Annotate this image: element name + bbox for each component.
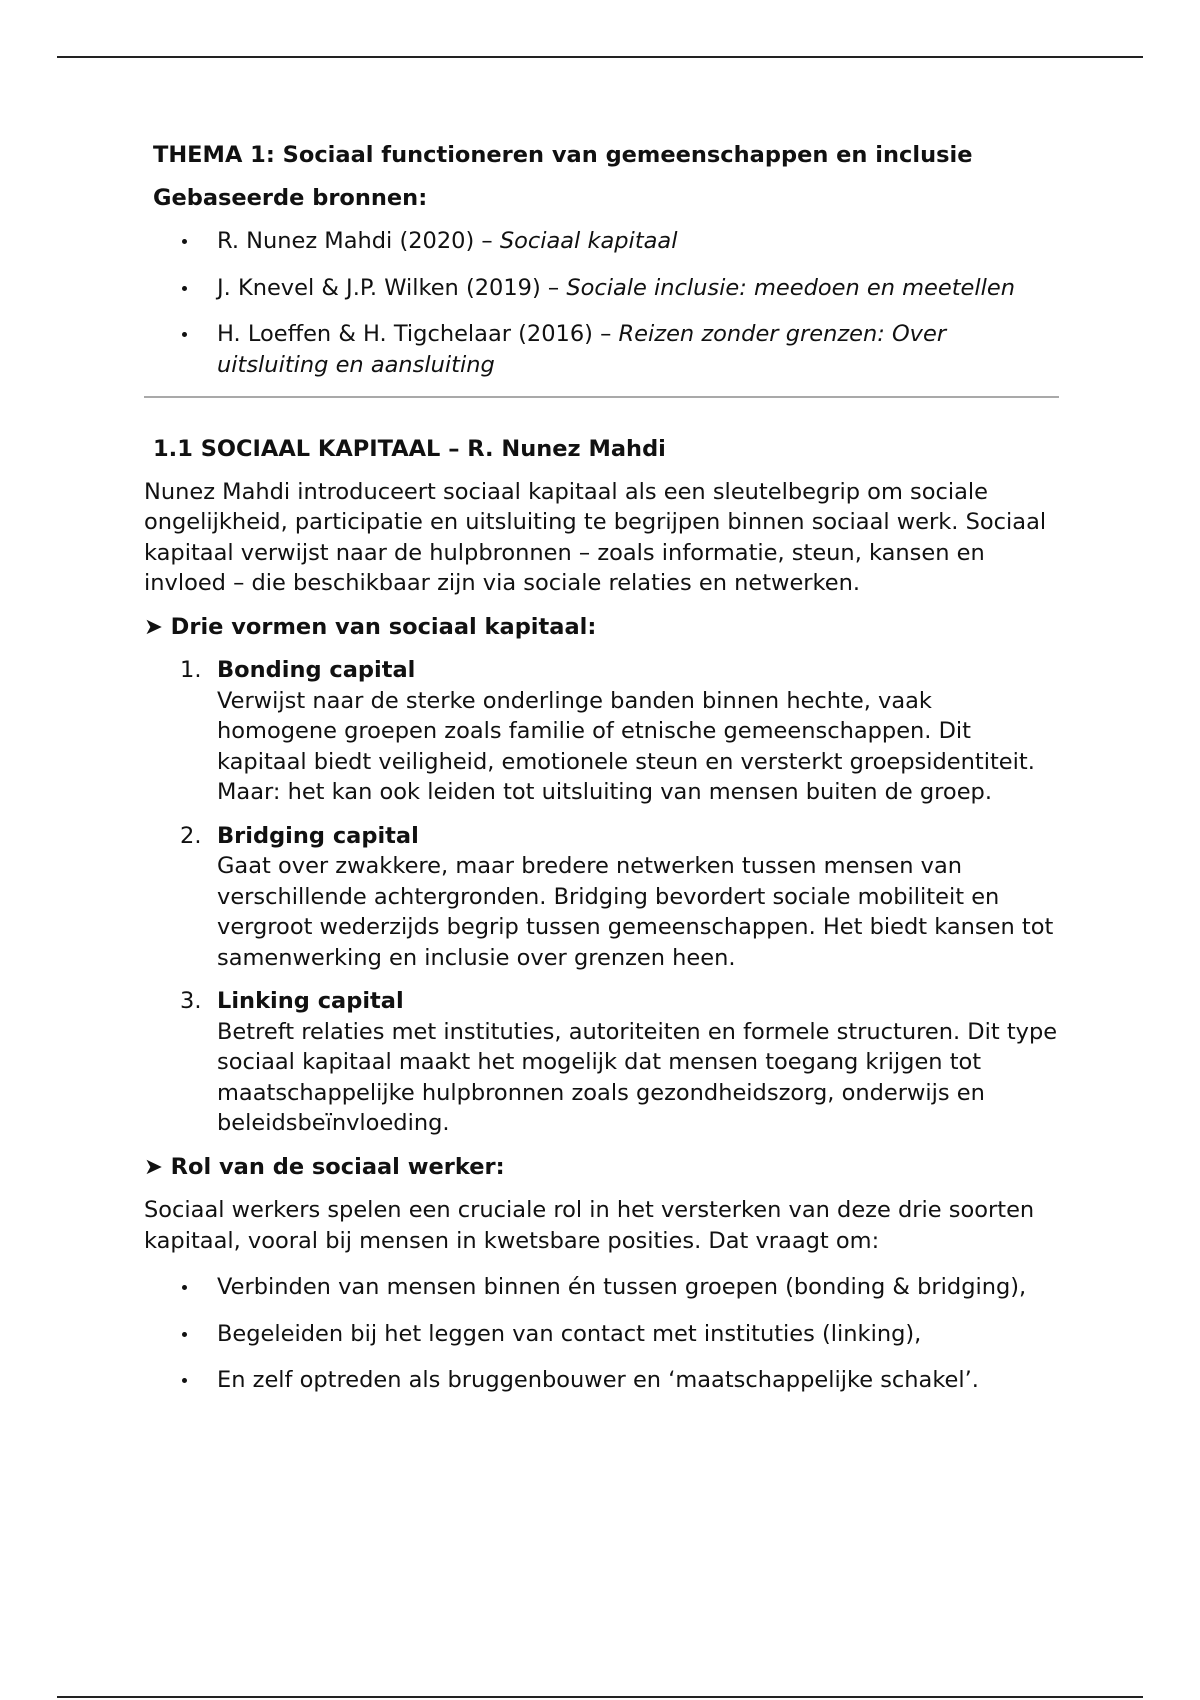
list-item	[144, 821, 1059, 974]
list-item	[144, 273, 1059, 304]
source-author: R. Nunez Mahdi (2020) –	[217, 228, 500, 254]
form-number: 1.	[180, 657, 202, 683]
form-number: 3.	[180, 988, 202, 1014]
document-body	[144, 140, 1059, 1412]
theme-title: THEMA 1: Sociaal functioneren van gemeenschappen en inclusie	[153, 142, 973, 168]
page-top-rule	[57, 56, 1143, 58]
source-title: Sociale inclusie: meedoen en meetellen	[566, 274, 1016, 301]
form-term: Bonding capital	[217, 657, 416, 683]
form-term: Linking capital	[217, 988, 404, 1014]
list-item	[144, 319, 1059, 380]
list-item	[144, 226, 1059, 257]
list-item	[144, 655, 1059, 808]
section-divider	[144, 396, 1059, 398]
form-term: Bridging capital	[217, 822, 419, 849]
role-list	[144, 1272, 1059, 1396]
form-description: Verwijst naar de sterke onderlinge banden binnen hechte, vaak homogene groepen zoals familie of etnische gemeenschappen. Dit kapitaal biedt veiligheid, emotionele steun en versterkt groepsidentiteit. Maar: het kan ook leiden tot uitsluiting van mensen buiten de groep.	[217, 687, 1035, 805]
forms-heading: ➤ Drie vormen van sociaal kapitaal:	[144, 613, 597, 640]
section-title: 1.1 SOCIAAL KAPITAAL – R. Nunez Mahdi	[153, 436, 666, 462]
form-description: Betreft relaties met instituties, autoriteiten en formele structuren. Dit type sociaal kapitaal maakt het mogelijk dat mensen toegang krijgen tot maatschappelijke hulpbronnen zoals gezondheidszorg, onderwijs en beleidsbeïnvloeding.	[217, 1018, 1058, 1136]
source-title: Sociaal kapitaal	[499, 228, 678, 254]
intro-paragraph: Nunez Mahdi introduceert sociaal kapitaal als een sleutelbegrip om sociale ongelijkheid, participatie en uitsluiting te begrijpen binnen sociaal werk. Sociaal kapitaal verwijst naar de hulpbronnen – zoals informatie, steun, kansen en invloed – die beschikbaar zijn via sociale relaties en netwerken.	[144, 478, 1047, 596]
page-bottom-rule	[57, 1696, 1143, 1698]
sources-label: Gebaseerde bronnen:	[153, 184, 428, 211]
form-number: 2.	[180, 822, 202, 849]
list-item: Begeleiden bij het leggen van contact met instituties (linking),	[144, 1319, 1059, 1350]
source-author: H. Loeffen & H. Tigchelaar (2016) –	[217, 321, 619, 347]
source-title: Reizen zonder grenzen: Over uitsluiting en aansluiting	[217, 321, 947, 378]
sources-list	[144, 226, 1059, 380]
list-item: En zelf optreden als bruggenbouwer en ‘maatschappelijke schakel’.	[144, 1365, 1059, 1396]
role-heading: ➤ Rol van de sociaal werker:	[144, 1153, 505, 1180]
role-paragraph: Sociaal werkers spelen een cruciale rol in het versterken van deze drie soorten kapitaal, vooral bij mensen in kwetsbare posities. Dat vraagt om:	[144, 1197, 1035, 1254]
list-item	[144, 986, 1059, 1139]
source-author: J. Knevel & J.P. Wilken (2019) –	[217, 274, 567, 301]
list-item: Verbinden van mensen binnen én tussen groepen (bonding & bridging),	[144, 1272, 1059, 1303]
form-description: Gaat over zwakkere, maar bredere netwerken tussen mensen van verschillende achtergronden. Bridging bevordert sociale mobiliteit en vergroot wederzijds begrip tussen gemeenschappen. Het biedt kansen tot samenwerking en inclusie over grenzen heen.	[217, 853, 1054, 971]
forms-list	[144, 655, 1059, 1139]
